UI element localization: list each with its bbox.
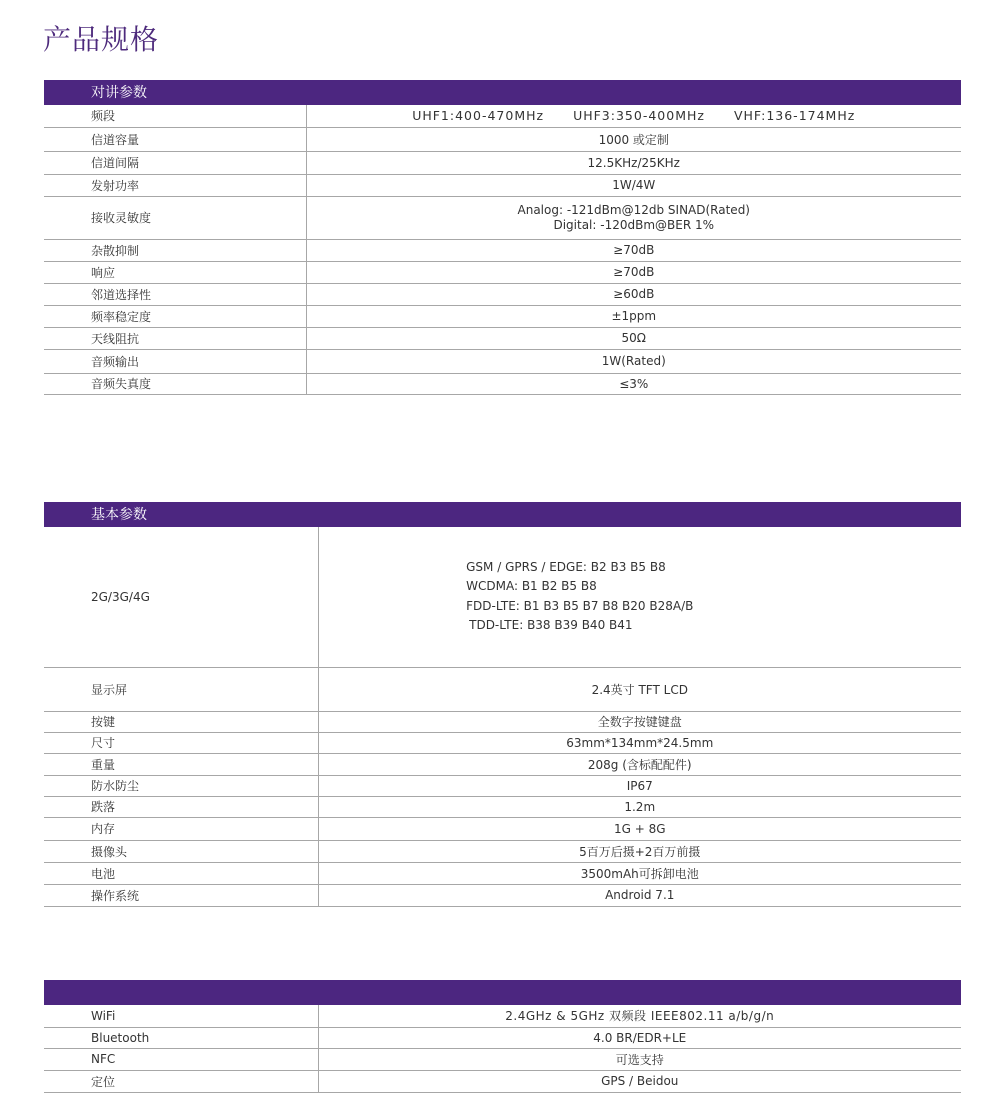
table-row xyxy=(44,775,961,796)
row-value: 50Ω xyxy=(306,327,961,349)
row-value: 2.4GHz & 5GHz 双频段 IEEE802.11 a/b/g/n xyxy=(318,1005,961,1027)
row-value: 63mm*134mm*24.5mm xyxy=(318,732,961,753)
table-row xyxy=(44,527,961,667)
row-value: 12.5KHz/25KHz xyxy=(306,151,961,174)
table-row xyxy=(44,862,961,884)
row-label: 频段 xyxy=(44,105,306,127)
table-row xyxy=(44,174,961,196)
table-row xyxy=(44,105,961,127)
table-row xyxy=(44,884,961,906)
table-row xyxy=(44,239,961,261)
row-label: 电池 xyxy=(44,862,318,884)
table-row xyxy=(44,1070,961,1092)
table-row xyxy=(44,373,961,394)
row-label: 2G/3G/4G xyxy=(44,527,318,667)
row-value: ±1ppm xyxy=(306,305,961,327)
row-value: 5百万后摄+2百万前摄 xyxy=(318,840,961,862)
row-label: 跌落 xyxy=(44,796,318,817)
row-label: 音频输出 xyxy=(44,349,306,373)
band-line: GSM / GPRS / EDGE: B2 B3 B5 B8 xyxy=(466,559,666,574)
row-label: 定位 xyxy=(44,1070,318,1092)
row-label: 按键 xyxy=(44,711,318,732)
spec-table xyxy=(44,105,961,395)
row-value: 2.4英寸 TFT LCD xyxy=(318,667,961,711)
section-header xyxy=(44,980,961,1005)
network-bands xyxy=(466,558,693,636)
row-value: 1.2m xyxy=(318,796,961,817)
freq-band: UHF3:350-400MHz xyxy=(573,108,705,124)
band-line: WCDMA: B1 B2 B5 B8 xyxy=(466,579,597,594)
table-row xyxy=(44,667,961,711)
row-value: 1000 或定制 xyxy=(306,127,961,151)
row-label: 操作系统 xyxy=(44,884,318,906)
section-connectivity xyxy=(44,980,961,1093)
freq-band: VHF:136-174MHz xyxy=(733,108,856,124)
table-row xyxy=(44,327,961,349)
table-row xyxy=(44,349,961,373)
row-value: ≥60dB xyxy=(306,283,961,305)
row-value: 208g (含标配配件) xyxy=(318,753,961,775)
row-value: ≤3% xyxy=(306,373,961,394)
table-row xyxy=(44,1005,961,1027)
row-value: 全数字按键键盘 xyxy=(318,711,961,732)
value-line: Analog: -121dBm@12db SINAD(Rated) xyxy=(517,202,750,217)
section-header: 对讲参数 xyxy=(44,80,961,105)
row-label: 接收灵敏度 xyxy=(44,196,306,239)
table-row xyxy=(44,127,961,151)
row-value: GPS / Beidou xyxy=(318,1070,961,1092)
table-row xyxy=(44,1048,961,1070)
table-row xyxy=(44,261,961,283)
freq-band: UHF1:400-470MHz xyxy=(412,108,545,124)
spec-table xyxy=(44,1005,961,1093)
row-label: 天线阻抗 xyxy=(44,327,306,349)
row-value: ≥70dB xyxy=(306,239,961,261)
table-row xyxy=(44,732,961,753)
row-value: 1G + 8G xyxy=(318,817,961,840)
row-label: Bluetooth xyxy=(44,1027,318,1048)
row-label: 音频失真度 xyxy=(44,373,306,394)
page-title: 产品规格 xyxy=(43,23,160,56)
section-basic-params xyxy=(44,502,961,907)
row-value: 4.0 BR/EDR+LE xyxy=(318,1027,961,1048)
row-label: 重量 xyxy=(44,753,318,775)
band-line: FDD-LTE: B1 B3 B5 B7 B8 B20 B28A/B xyxy=(466,598,694,613)
section-intercom-params xyxy=(44,80,961,395)
row-value: ≥70dB xyxy=(306,261,961,283)
row-label: 防水防尘 xyxy=(44,775,318,796)
row-value: 3500mAh可拆卸电池 xyxy=(318,862,961,884)
spec-table xyxy=(44,527,961,907)
table-row xyxy=(44,817,961,840)
table-row xyxy=(44,151,961,174)
row-label: 杂散抑制 xyxy=(44,239,306,261)
row-value: 可选支持 xyxy=(318,1048,961,1070)
row-value xyxy=(306,105,961,127)
table-row xyxy=(44,196,961,239)
row-value: 1W/4W xyxy=(306,174,961,196)
band-line: TDD-LTE: B38 B39 B40 B41 xyxy=(469,618,633,633)
table-row xyxy=(44,840,961,862)
table-row xyxy=(44,796,961,817)
row-label: NFC xyxy=(44,1048,318,1070)
row-value: 1W(Rated) xyxy=(306,349,961,373)
table-row xyxy=(44,283,961,305)
row-value xyxy=(318,527,961,667)
row-label: 邻道选择性 xyxy=(44,283,306,305)
row-label: 摄像头 xyxy=(44,840,318,862)
table-row xyxy=(44,1027,961,1048)
row-label: 信道容量 xyxy=(44,127,306,151)
table-row xyxy=(44,305,961,327)
row-label: 频率稳定度 xyxy=(44,305,306,327)
table-row xyxy=(44,753,961,775)
row-label: 内存 xyxy=(44,817,318,840)
row-label: 响应 xyxy=(44,261,306,283)
table-row xyxy=(44,711,961,732)
row-value xyxy=(306,196,961,239)
row-value: IP67 xyxy=(318,775,961,796)
row-label: 显示屏 xyxy=(44,667,318,711)
row-label: 尺寸 xyxy=(44,732,318,753)
row-value: Android 7.1 xyxy=(318,884,961,906)
row-label: WiFi xyxy=(44,1005,318,1027)
section-header: 基本参数 xyxy=(44,502,961,527)
value-line: Digital: -120dBm@BER 1% xyxy=(553,217,715,232)
row-label: 发射功率 xyxy=(44,174,306,196)
row-label: 信道间隔 xyxy=(44,151,306,174)
